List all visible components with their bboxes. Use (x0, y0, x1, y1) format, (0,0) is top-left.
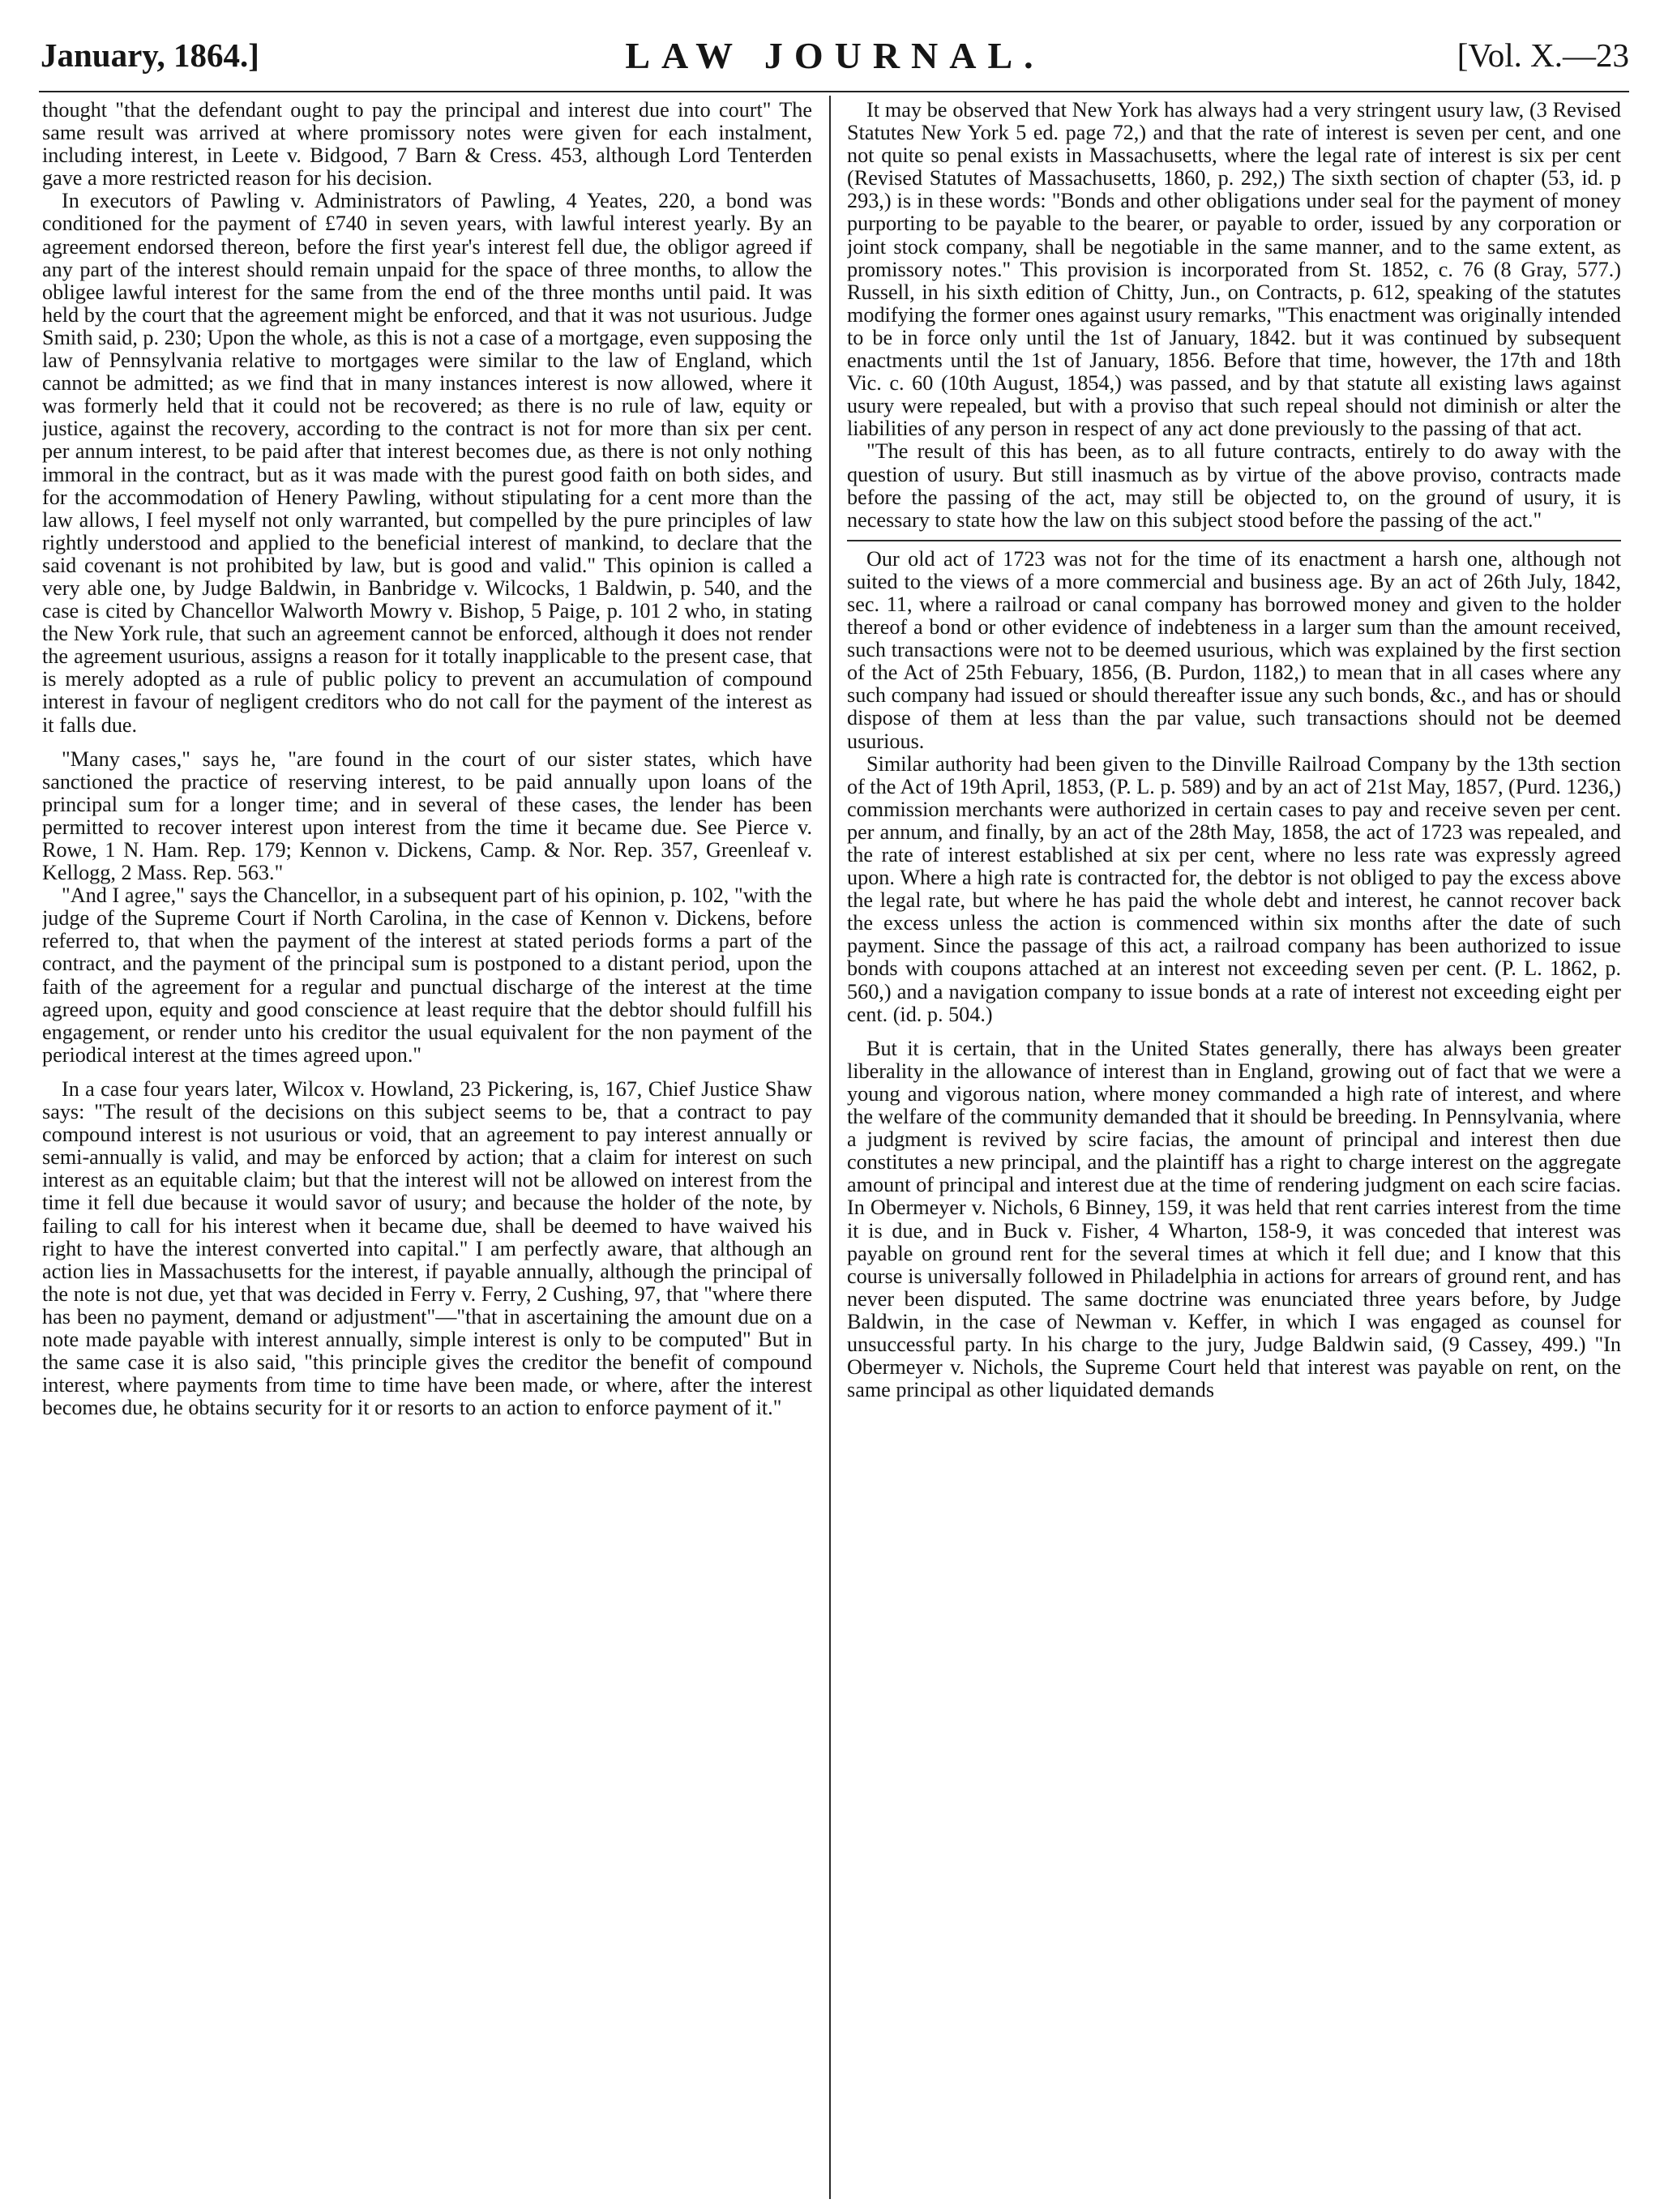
right-column (847, 99, 1621, 2194)
paragraph: Similar authority had been given to the Dinville Railroad Company by the 13th section of the Act of 19th April, 1853, (P. L. p. 589) and by an act of 21st May, 1857, (Purd. 1236,) commission merchants were authorized in certain cases to pay and receive seven per cent. per annum, and finally, by an act of the 28th May, 1858, the act of 1723 was repealed, and the rate of interest established at six per cent, where no less rate was expressly agreed upon. Where a high rate is contracted for, the debtor is not obliged to pay the excess above the legal rate, but where he has paid the whole debt and interest, he cannot recover back the excess unless the action is commenced within six months after the date of such payment. Since the passage of this act, a railroad company has been authorized to issue bonds with coupons attached at an interest not exceeding seven per cent. (P. L. 1862, p. 560,) and a navigation company to issue bonds at a rate of interest not exceeding eight per cent. (id. p. 504.) (847, 751, 1621, 1026)
header-rule (39, 91, 1629, 92)
paragraph: But it is certain, that in the United States generally, there has always been greater liberality in the allowance of interest than in England, growing out of fact that we were a young and vigorous nation, where money commanded a high rate of interest, and where the welfare of the community demanded that it should be breeding. In Pennsylvania, where a judgment is revived by scire facias, the amount of principal and interest then due constitutes a new principal, and the plaintiff has a right to charge interest on the aggregate amount of principal and interest due at the time of rendering judgment on each scire facias. In Obermeyer v. Nichols, 6 Binney, 159, it was held that rent carries interest from the time it is due, and in Buck v. Fisher, 4 Wharton, 158-9, it was conceded that interest was payable on ground rent for the several times at which it fell due; and I know that this course is universally followed in Philadelphia in actions for arrears of ground rent, and has never been disputed. The same doctrine was enunciated three years before, by Judge Baldwin, in the case of Newman v. Keffer, in which I was engaged as counsel for unsuccessful party. In his charge to the jury, Judge Baldwin said, (9 Cassey, 499.) "In Obermeyer v. Nichols, the Supreme Court held that interest was payable on rent, on the same principal as other liquidated demands (847, 1036, 1621, 1402)
section-rule (847, 540, 1621, 541)
paragraph: "And I agree," says the Chancellor, in a subsequent part of his opinion, p. 102, "with the judge of the Supreme Court if North Carolina, in the case of Kennon v. Dickens, before referred to, that when the payment of the interest at stated periods forms a part of the contract, and the payment of the principal sum is postponed to a distant period, upon the faith of the agreement for a regular and punctual discharge of the interest at the time agreed upon, equity and good conscience at least require that the debtor should fulfill his engagement, or render unto his creditor the usual equivalent for the non payment of the periodical interest at the times agreed upon." (42, 884, 812, 1067)
journal-title: LAW JOURNAL. (625, 35, 1045, 76)
paragraph: Our old act of 1723 was not for the time of its enactment a harsh one, although not suited to the views of a more commercial and business age. By an act of 26th July, 1842, sec. 11, where a railroad or canal company has borrowed money and given to the holder thereof a bond or other evidence of indebteness in a larger sum than the amount received, such transactions were not to be deemed usurious, which was explained by the first section of the Act of 25th Febuary, 1856, (B. Purdon, 1182,) to mean that in all cases where any such company had issued or should thereafter issue any such bonds, &c., and has or should dispose of them at less than the par value, such transactions should not be deemed usurious. (847, 546, 1621, 753)
paragraph: thought "that the defendant ought to pay the principal and interest due into court" The same result was arrived at where promissory notes were given for each instalment, including interest, in Leete v. Bidgood, 7 Barn & Cress. 453, although Lord Tenterden gave a more restricted reason for his decision. (42, 99, 812, 190)
paragraph: It may be observed that New York has always had a very stringent usury law, (3 Revised Statutes New York 5 ed. page 72,) and that the rate of interest is seven per cent, and one not quite so penal exists in Massachusetts, where the legal rate of interest is six per cent (Revised Statutes of Massachusetts, 1860, p. 292,) The sixth section of chapter (53, id. p 293,) is in these words: "Bonds and other obligations under seal for the payment of money purporting to be payable to the bearer, or payable to order, issued by any corporation or joint stock company, shall be negotiable in the same manner, and to the same extent, as promissory notes." This provision is incorporated from St. 1852, c. 76 (8 Gray, 577.) Russell, in his sixth edition of Chitty, Jun., on Contracts, p. 612, speaking of the statutes modifying the former ones against usury remarks, "This enactment was originally intended to be in force only until the 1st of January, 1842. but it was continued by subsequent enactments until the 1st of January, 1856. Before that time, however, the 17th and 18th Vic. c. 60 (10th August, 1854,) was passed, and by that statute all existing laws against usury were repealed, but with a proviso that such repeal should not diminish or alter the liabilities of any person in respect of any act done previously to the passing of that act. (847, 99, 1621, 441)
page-header (41, 34, 1629, 83)
paragraph: "Many cases," says he, "are found in the court of our sister states, which have sanctioned the practice of reserving interest, to be paid annually upon loans of the principal sum for a longer time; and in several of these cases, the lender has been permitted to recover interest upon interest from the time it became due. See Pierce v. Rowe, 1 N. Ham. Rep. 179; Kennon v. Dickens, Camp. & Nor. Rep. 357, Greenleaf v. Kellogg, 2 Mass. Rep. 563." (42, 747, 812, 885)
left-column (42, 99, 812, 2194)
issue-date: January, 1864.] (41, 36, 259, 74)
paragraph: "The result of this has been, as to all future contracts, entirely to do away with the question of usury. But still inasmuch as by virtue of the above proviso, contracts made before the passing of the act, may still be objected to, on the ground of usury, it is necessary to state how the law on this subject stood before the passing of the act." (847, 439, 1621, 532)
paragraph: In a case four years later, Wilcox v. Howland, 23 Pickering, is, 167, Chief Justice Shaw says: "The result of the decisions on this subject seems to be, that a contract to pay compound interest is not usurious or void, that an agreement to pay interest annually or semi-annually is valid, and may be enforced by action; that a claim for interest on such interest as an equitable claim; but that the interest will not be allowed on interest from the time it fell due because it would savor of usury; and because the holder of the note, by failing to call for his interest when it became due, shall be deemed to have waived his right to have the interest converted into capital." I am perfectly aware, that although an action lies in Massachusetts for the interest, if payable annually, although the principal of the note is not due, yet that was decided in Ferry v. Ferry, 2 Cushing, 97, that "where there has been no payment, demand or adjustment"—"that in ascertaining the amount due on a note made payable with interest annually, simple interest is only to be computed" But in the same case it is also said, "this principle gives the creditor the benefit of compound interest, where payments from time to time have been made, or where, after the interest becomes due, he obtains security for it or resorts to an action to enforce payment of it." (42, 1076, 812, 1420)
column-divider (829, 96, 831, 2199)
volume-page: [Vol. X.—23 (1457, 36, 1629, 74)
paragraph: In executors of Pawling v. Administrators of Pawling, 4 Yeates, 220, a bond was conditioned for the payment of £740 in seven years, with lawful interest yearly. By an agreement endorsed thereon, before the first year's interest fell due, the obligor agreed if any part of the interest should remain unpaid for the space of three months, to allow the obligee lawful interest for the same from the end of the three months until paid. It was held by the court that the agreement might be enforced, and that it was not usurious. Judge Smith said, p. 230; Upon the whole, as this is not a case of a mortgage, even supposing the law of Pennsylvania relative to mortgages were similar to the law of England, which cannot be admitted; as we find that in many instances interest is now allowed, where it was formerly held that it could not be recovered; as there is no rule of law, equity or justice, against the recovery, according to the contract is not for more than six per cent. per annum interest, to be paid after that interest becomes due, as there is not only nothing immoral in the contract, but as it was made with the purest good faith on both sides, and for the accommodation of Henery Pawling, without stipulating for a cent more than the law allows, I feel myself not only warranted, but compelled by the pure principles of law rightly understood and applied to the beneficial interest of mankind, to declare that the said covenant is not prohibited by law, but is good and valid." This opinion is called a very able one, by Judge Baldwin, in Banbridge v. Wilcocks, 1 Baldwin, p. 540, and the case is cited by Chancellor Walworth Mowry v. Bishop, 5 Paige, p. 101 2 who, in stating the New York rule, that such an agreement cannot be enforced, although it does not render the agreement usurious, assigns a reason for it totally inapplicable to the present case, that is merely adopted as a rule of public policy to prevent an accumulation of compound interest in favour of negligent creditors who do not call for the payment of the interest as it falls due. (42, 189, 812, 737)
